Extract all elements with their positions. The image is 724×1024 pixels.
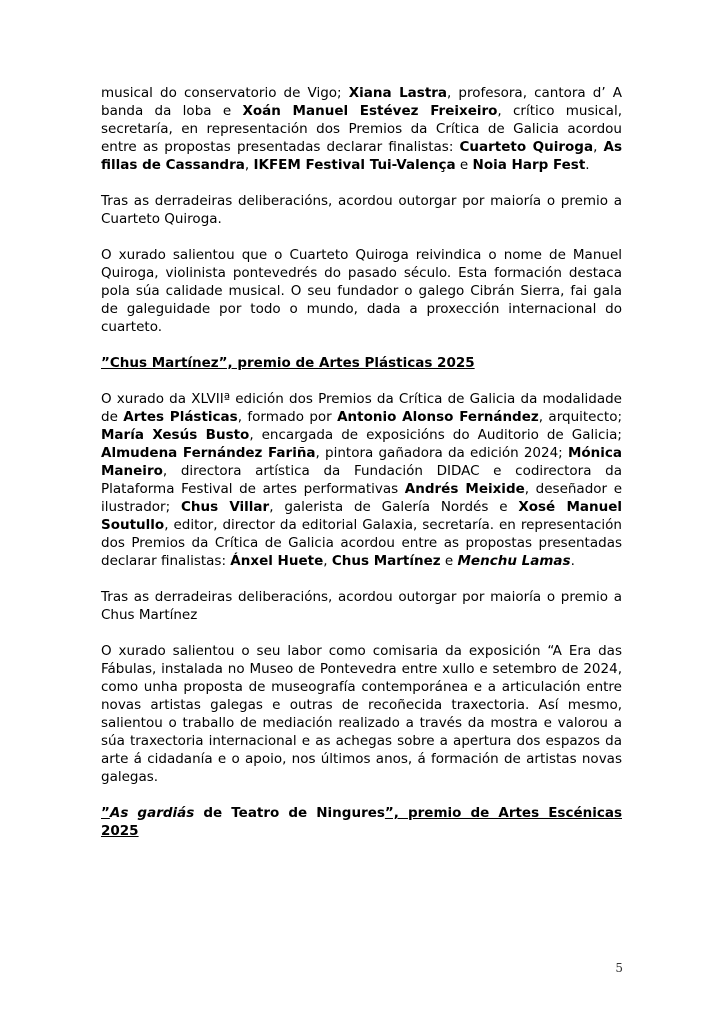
- text-run: , profesora, cantora d’ A banda da loba e: [101, 85, 622, 119]
- paragraph: [101, 246, 622, 336]
- text-run: e: [440, 553, 458, 569]
- text-run: As gardiás: [109, 805, 195, 821]
- text-run: Chus Martínez: [331, 553, 441, 569]
- text-run: Xosé Manuel Soutullo: [101, 499, 622, 533]
- text-run: Cuarteto Quiroga: [459, 139, 594, 155]
- text-run: As fillas de Cassandra: [101, 139, 622, 173]
- text-run: Tras as derradeiras deliberacións, acordou outorgar por maioría o premio a Cuarteto Quiroga.: [101, 193, 622, 227]
- text-run: , directora artística da Fundación DIDAC e codirectora da Plataforma Festival de artes performativas: [101, 463, 622, 497]
- text-run: , crítico musical, secretaría, en representación dos Premios da Crítica de Galicia acordou entre as propostas presentadas declarar finalistas:: [101, 103, 622, 155]
- text-run: Ánxel Huete: [230, 553, 324, 569]
- text-run: .: [570, 553, 575, 569]
- text-run: Antonio Alonso Fernández: [337, 409, 539, 425]
- text-run: , editor, director da editorial Galaxia, secretaría. en representación dos Premios da Crítica de Galicia acordou entre as propostas presentadas declarar finalistas:: [101, 517, 622, 569]
- text-run: IKFEM Festival Tui-Valença: [253, 157, 456, 173]
- paragraph: [101, 84, 622, 174]
- document-body: [101, 84, 622, 840]
- text-run: Chus Villar: [180, 499, 270, 515]
- text-run: , arquitecto;: [538, 409, 623, 425]
- text-run: ,: [593, 139, 604, 155]
- page-number-label: 5: [615, 961, 623, 975]
- section-heading: [101, 804, 622, 840]
- text-run: ”Chus Martínez”, premio de Artes Plásticas 2025: [101, 355, 475, 371]
- text-run: , formado por: [237, 409, 338, 425]
- section-heading: [101, 354, 622, 372]
- text-run: .: [585, 157, 590, 173]
- text-run: e: [455, 157, 473, 173]
- paragraph: [101, 588, 622, 624]
- text-run: ,: [323, 553, 332, 569]
- text-run: , pintora gañadora da edición 2024;: [315, 445, 568, 461]
- text-run: Almudena Fernández Fariña: [101, 445, 316, 461]
- text-run: Andrés Meixide: [404, 481, 525, 497]
- text-run: Noia Harp Fest: [472, 157, 586, 173]
- paragraph: [101, 390, 622, 570]
- text-run: ”: [101, 805, 110, 821]
- text-run: María Xesús Busto: [101, 427, 250, 443]
- text-run: Xoán Manuel Estévez Freixeiro: [242, 103, 498, 119]
- text-run: Xiana Lastra: [348, 85, 448, 101]
- text-run: O xurado salientou o seu labor como comisaria da exposición “A Era das Fábulas, instalada no Museo de Pontevedra entre xullo e setembro de 2024, como unha proposta de museografía contemporánea e a articulación entre novas artistas galegas e outras de recoñecida traxectoria. Así mesmo, salientou o traballo de mediación realizado a través da mostra e valorou a súa traxectoria internacional e as achegas sobre a apertura dos espazos da arte á cidadanía e o apoio, nos últimos anos, á formación de artistas novas galegas.: [101, 643, 622, 785]
- text-run: musical do conservatorio de Vigo;: [101, 85, 349, 101]
- text-run: Menchu Lamas: [457, 553, 571, 569]
- paragraph: [101, 642, 622, 786]
- paragraph: [101, 192, 622, 228]
- text-run: Tras as derradeiras deliberacións, acordou outorgar por maioría o premio a Chus Martínez: [101, 589, 622, 623]
- text-run: de Teatro de Ningures: [194, 805, 385, 821]
- text-run: , encargada de exposicións do Auditorio de Galicia;: [249, 427, 622, 443]
- text-run: ,: [244, 157, 254, 173]
- text-run: O xurado da XLVIIª edición dos Premios da Crítica de Galicia da modalidade de: [101, 391, 622, 425]
- text-run: Mónica Maneiro: [101, 445, 622, 479]
- text-run: ”, premio de Artes Escénicas 2025: [101, 805, 622, 839]
- text-run: , galerista de Galería Nordés e: [269, 499, 519, 515]
- text-run: , deseñador e ilustrador;: [101, 481, 622, 515]
- text-run: O xurado salientou que o Cuarteto Quiroga reivindica o nome de Manuel Quiroga, violinista pontevedrés do pasado século. Esta formación destaca pola súa calidade musical. O seu fundador o galego Cibrán Sierra, fai gala de galeguidade por todo o mundo, dada a proxección internacional do cuarteto.: [101, 247, 622, 335]
- text-run: Artes Plásticas: [123, 409, 238, 425]
